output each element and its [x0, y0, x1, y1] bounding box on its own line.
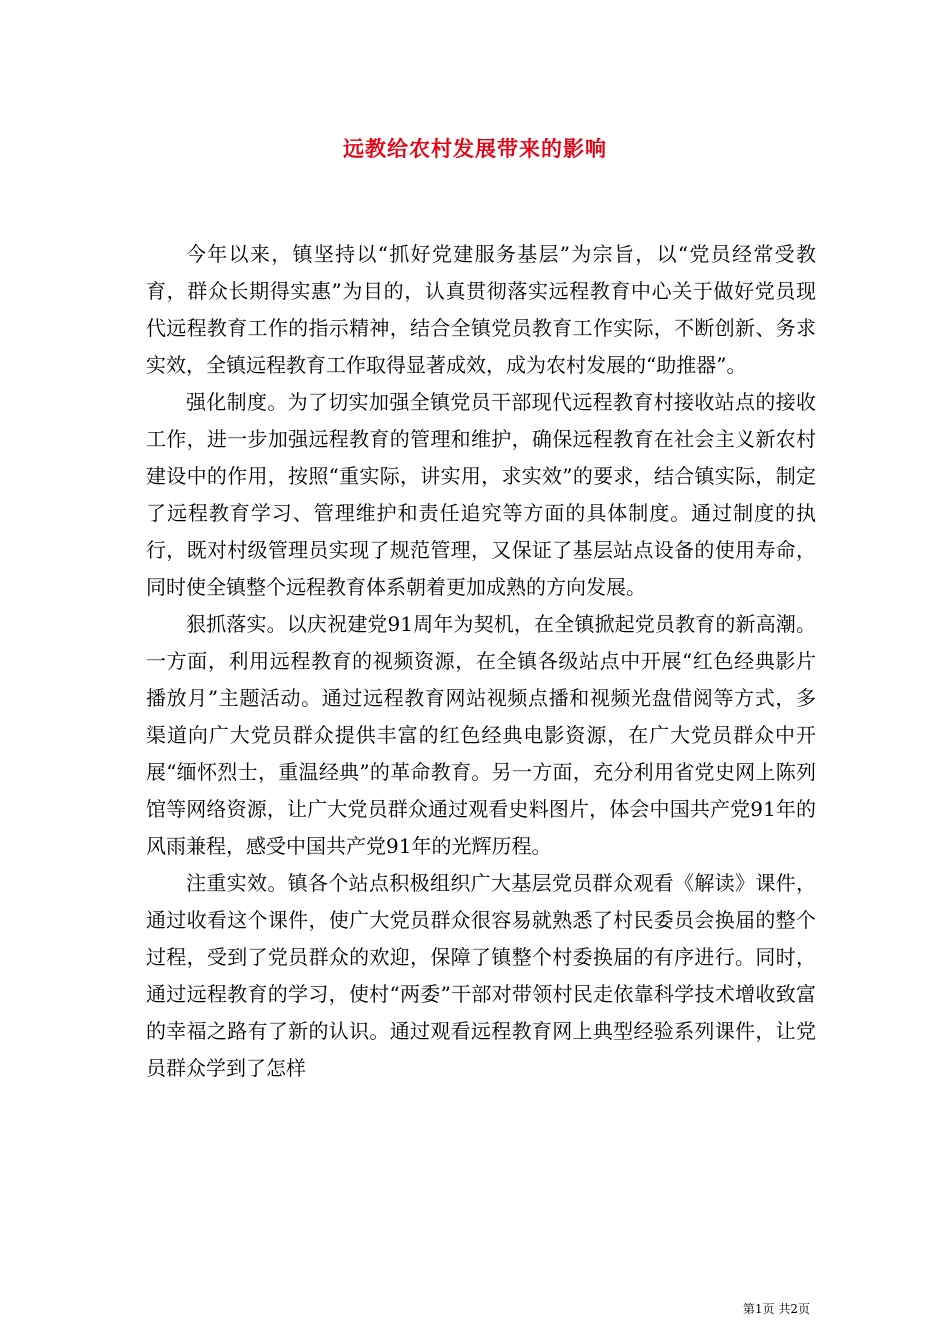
page-number: 第1页 共2页	[742, 1302, 810, 1316]
document-body	[146, 236, 816, 1087]
paragraph-system: 强化制度。为了切实加强全镇党员干部现代远程教育村接收站点的接收工作，进一步加强远程教育的管理和维护，确保远程教育在社会主义新农村建设中的作用，按照“重实际，讲实用，求实效”的要求，结合镇实际，制定了远程教育学习、管理维护和责任追究等方面的具体制度。通过制度的执行，既对村级管理员实现了规范管理，又保证了基层站点设备的使用寿命，同时使全镇整个远程教育体系朝着更加成熟的方向发展。	[146, 390, 816, 599]
paragraph-implementation: 狠抓落实。以庆祝建党91周年为契机，在全镇掀起党员教育的新高潮。一方面，利用远程教育的视频资源，在全镇各级站点中开展“红色经典影片播放月”主题活动。通过远程教育网站视频点播和视频光盘借阅等方式，多渠道向广大党员群众提供丰富的红色经典电影资源，在广大党员群众中开展“缅怀烈士，重温经典”的革命教育。另一方面，充分利用省党史网上陈列馆等网络资源，让广大党员群众通过观看史料图片，体会中国共产党91年的风雨兼程，感受中国共产党91年的光辉历程。	[146, 612, 816, 858]
paragraph-effectiveness: 注重实效。镇各个站点积极组织广大基层党员群众观看《解读》课件，通过收看这个课件，使广大党员群众很容易就熟悉了村民委员会换届的整个过程，受到了党员群众的欢迎，保障了镇整个村委换届的有序进行。同时，通过远程教育的学习，使村“两委”干部对带领村民走依靠科学技术增收致富的幸福之路有了新的认识。通过观看远程教育网上典型经验系列课件，让党员群众学到了怎样	[146, 871, 816, 1080]
paragraph-intro: 今年以来，镇坚持以“抓好党建服务基层”为宗旨，以“党员经常受教育，群众长期得实惠”为目的，认真贯彻落实远程教育中心关于做好党员现代远程教育工作的指示精神，结合全镇党员教育工作实际，不断创新、务求实效，全镇远程教育工作取得显著成效，成为农村发展的“助推器”。	[146, 242, 816, 377]
document-title: 远教给农村发展带来的影响	[343, 136, 607, 161]
